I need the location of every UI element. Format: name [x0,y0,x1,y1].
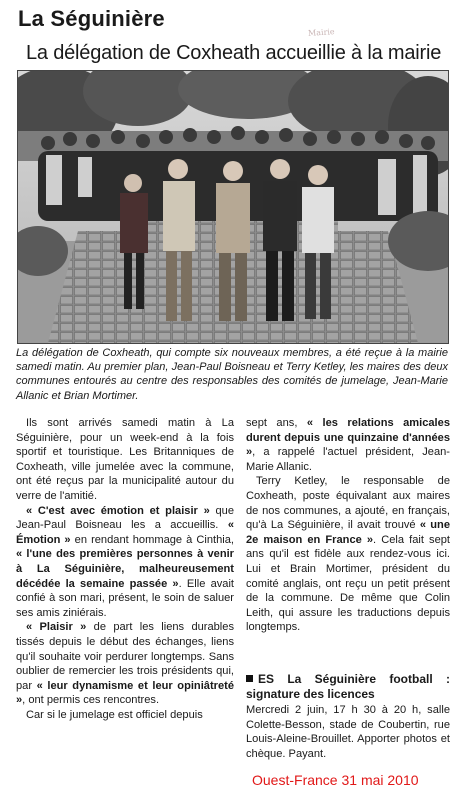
group-photo [17,70,449,344]
brief-title-text: ES La Séguinière football : signature des licences [246,672,450,701]
quote: « Émotion » [16,519,234,546]
faint-stamp: Mairie [307,27,335,38]
text: , ont permis ces rencontres. [22,694,160,707]
source-credit: Ouest-France 31 mai 2010 [252,772,419,788]
text: . Elle avait confié à son mari, présent, le soin de saluer ses amis ziniérais. [16,577,234,619]
photo-caption: La délégation de Coxheath, qui compte six nouveaux membres, a été reçue à la mairie samedi matin. Au premier plan, Jean-Paul Boisneau et Terry Ketley, les maires des deux communes entourés au centre des responsables des comités de jumelage, Jean-Marie Allanic et Brian Mortimer. [16,347,448,402]
text: que Jean-Paul Boisneau les a accueillis. [16,504,235,532]
quote: « l'une des premières personnes à venir à La Séguinière, malheureusement décédée la semaine passée » [16,548,234,590]
paragraph-5 [246,416,450,474]
quote: « Plaisir » [26,621,87,634]
article-column-1 [16,416,234,722]
brief-title [246,672,450,702]
article-column-2 [246,416,450,635]
quote: « leur dynamisme et leur opiniâtreté » [16,679,235,707]
town-title: La Séguinière [18,6,165,31]
quote: « les relations amicales durent depuis une quinzaine d'années » [246,417,450,459]
quote: « une 2e maison en France » [246,519,450,546]
square-bullet-icon [246,675,253,682]
paragraph-6 [246,474,450,635]
paragraph-4: Car si le jumelage est officiel depuis [26,708,203,721]
paragraph-3 [16,620,234,708]
text: . Cela fait sept ans qu'il est fidèle aux rendez-vous ici. Lui et Brain Mortimer, président du comité anglais, ont reçu un petit présent de la commune. De même que Colin Leith, qui assure les traductions depuis longtemps. [246,533,450,634]
brief-body: Mercredi 2 juin, 17 h 30 à 20 h, salle Colette-Besson, stade de Coubertin, rue Louis-Aleine-Brouillet. Apporter photos et chèque. Payant. [246,704,450,760]
group-photo-image [18,71,448,343]
text: de part les liens durables tissés depuis le début des échanges, liens qu'il souhaite voir perdurer longtemps. Sans oublier de remercier les trois présidents qui, par [16,621,234,692]
quote: « C'est avec émotion et plaisir » [26,504,210,517]
text: sept ans, [246,417,307,429]
text: , a rappelé l'actuel président, Jean-Marie Allanic. [246,446,450,473]
text: Terry Ketley, le responsable de Coxheath, poste équivalant aux maires de nos communes, a ajouté, en français, qu'à La Séguinière, il avait trouvé [246,475,450,532]
text: en rendant hommage à Cinthia, [70,533,234,546]
article-headline: La délégation de Coxheath accueillie à la mairie [26,42,442,64]
news-brief [246,672,450,761]
paragraph-1: Ils sont arrivés samedi matin à La Séguinière, pour un week-end à la fois sportif et touristique. Les Britanniques de Coxheath, ville jumelée avec la commune, ont été reçus par la municipalité autour du verre de l'amitié. [16,417,234,502]
paragraph-2 [16,504,234,621]
